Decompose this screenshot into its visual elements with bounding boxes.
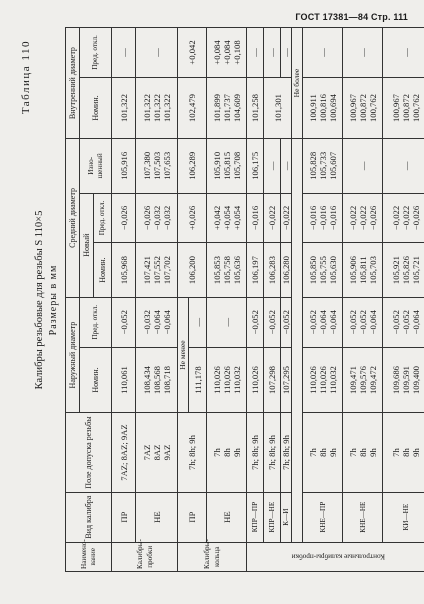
cell-id: 100,967 100,872 100,762 [383,77,424,138]
col-middle-worn: Изно- шенный [80,139,112,193]
cell-od-pred: −0,052 [112,297,136,347]
cell-pole: 7h 8h 9h [343,413,383,492]
col-outer: Наружный диаметр [66,297,80,413]
cell-md: 107,421 107,552 107,702 [136,243,178,297]
cell-mw: 106,289 [178,139,207,193]
col-middle-new: Новый [80,193,94,297]
cell-md: 105,906 105,811 105,703 [343,243,383,297]
rotated-table-page [20,20,421,580]
col-inner: Внутренний диаметр [66,28,80,139]
col-vid: Вид калибра [66,492,112,542]
cell-md: 105,968 [112,243,136,297]
table-title: Калибры резьбовые для резьбы S 110×5 [34,210,45,390]
cell-od-pred: −0,052 [247,297,264,347]
cell-pole: 7h; 8h; 9h [178,413,207,492]
group-label: Калибры- кольца [178,542,247,571]
col-outer-pred: Пред. откл. [80,297,112,347]
table-row [207,28,247,572]
cell-pole: 7h; 8h; 9h [247,413,264,492]
table-row [383,28,424,572]
cell-md-pred: +0,026 [178,193,207,243]
table-number: Таблица 110 [20,40,32,115]
cell-md: 106,197 [247,243,264,297]
cell-od-pred: −0,032 −0,064 −0,064 [136,297,178,347]
cell-mw: 106,175 [247,139,264,193]
cell-od-pred: — [189,297,207,347]
cell-mw: 105,910 105,815 105,708 [207,139,247,193]
col-pole: Поле допуска резьбы [66,413,112,492]
cell-md-pred: −0,022 −0,022 −0,026 [383,193,424,243]
col-naim: Наимено- вание [66,542,112,571]
cell-mw: 105,916 [112,139,136,193]
cell-pole: 7h 8h 9h [207,413,247,492]
cell-id: 101,899 101,737 104,609 [207,77,247,138]
cell-id-pred: +0,084 +0,084 +0,108 [207,28,247,78]
cell-vid: К—И [281,492,292,542]
cell-md-pred: −0,022 [264,193,281,243]
cell-vid: ПР [112,492,136,542]
table-row [292,28,303,572]
cell-id: 101,258 [247,77,264,138]
cell-od-pred: −0,052 −0,052 −0,064 [383,297,424,347]
col-outer-nom: Номин. [80,347,112,413]
col-middle: Средний диаметр [66,139,80,298]
note-ne-menee: Не менее [178,297,189,413]
cell-id-pred: — [264,28,281,78]
cell-id: 100,967 100,872 100,762 [343,77,383,138]
data-table [65,27,424,572]
cell-md: 105,921 105,826 105,721 [383,243,424,297]
cell-id-pred: — [343,28,383,78]
cell-od: 110,026 110,026 110,032 [207,347,247,413]
cell-id-pred: — [281,28,292,78]
cell-id-pred: — [303,28,343,78]
cell-od: 107,298 [264,347,281,413]
cell-id: 101,322 101,322 101,322 [136,77,178,138]
cell-od-pred: — [207,297,247,347]
cell-mw: — [264,139,281,193]
table-subtitle: Размеры в мм [48,264,59,336]
col-inner-pred: Пред. откл. [80,28,112,78]
table-row [303,28,343,572]
cell-md-pred: +0,042 +0,054 +0,054 [207,193,247,243]
cell-vid: КНЕ—ПР [303,492,343,542]
cell-od: 108,434 108,568 108,718 [136,347,178,413]
page-header: ГОСТ 17381—84 Стр. 111 [295,12,408,22]
cell-vid: КИ—НЕ [383,492,424,542]
cell-md: 106,280 [281,243,292,297]
cell-od-pred: −0,052 [281,297,292,347]
cell-id: 101,301 [264,77,292,138]
cell-vid: КПР—НЕ [264,492,281,542]
cell-od: 107,295 [281,347,292,413]
cell-vid: КПР—ПР [247,492,264,542]
cell-id-pred: — [136,28,178,78]
cell-md-pred: −0,022 [281,193,292,243]
cell-id-pred: — [247,28,264,78]
cell-od-pred: −0,052 −0,052 −0,064 [343,297,383,347]
cell-id: 101,322 [112,77,136,138]
cell-mw: — [383,139,424,193]
cell-md: 106,200 [178,243,207,297]
cell-pole: 7h 8h 9h [383,413,424,492]
cell-id: 100,911 100,816 100,694 [303,77,343,138]
cell-vid: ПР [178,492,207,542]
cell-md: 105,853 105,758 105,636 [207,243,247,297]
cell-mw: — [343,139,383,193]
col-middle-pred: Пред. откл. [94,193,112,243]
cell-pole: 7h; 8h; 9h [264,413,281,492]
cell-od: 109,471 109,576 109,472 [343,347,383,413]
cell-md-pred: −0,026 −0,032 −0,032 [136,193,178,243]
table-row [343,28,383,572]
cell-mw: 105,828 105,733 105,607 [303,139,343,193]
cell-md-pred: −0,022 −0,022 −0,026 [343,193,383,243]
cell-pole: 7AZ; 8AZ; 9AZ [112,413,136,492]
table-row [247,28,264,572]
cell-id-pred: — [112,28,136,78]
note-ne-bolee: Не более [292,28,303,139]
group-label: Контрольные калибры-пробки [247,542,424,571]
cell-pole: 7h; 8h; 9h [281,413,292,492]
cell-md: 106,283 [264,243,281,297]
table-row [264,28,281,572]
cell-md-pred: −0,016 [247,193,264,243]
col-inner-nom: Номин. [80,77,112,138]
cell-vid: НЕ [207,492,247,542]
table-row [112,28,136,572]
cell-md-pred: −0,026 [112,193,136,243]
cell-pole: 7AZ 8AZ 9AZ [136,413,178,492]
cell-od: 111,178 [189,347,207,413]
cell-md: 105,850 105,755 105,630 [303,243,343,297]
col-middle-nom: Номин. [94,243,112,297]
cell-pole: 7h 8h 9h [303,413,343,492]
cell-mw: — [281,139,292,193]
cell-mw: 107,380 107,503 107,653 [136,139,178,193]
cell-od-pred: −0,052 [264,297,281,347]
cell-vid: НЕ [136,492,178,542]
cell-od: 109,686 109,591 109,400 [383,347,424,413]
cell-id-pred: — [383,28,424,78]
cell-md-pred: −0,016 −0,016 −0,016 [303,193,343,243]
cell-od-pred: −0,052 −0,064 −0,064 [303,297,343,347]
group-label: Калибры- пробки [112,542,178,571]
cell-id: 102,479 [178,77,207,138]
table-row [136,28,178,572]
table-row [178,28,189,572]
cell-od: 110,061 [112,347,136,413]
cell-od: 110,026 110,026 110,032 [303,347,343,413]
cell-od: 110,026 [247,347,264,413]
cell-id-pred: +0,042 [178,28,207,78]
cell-vid: КНЕ—НЕ [343,492,383,542]
